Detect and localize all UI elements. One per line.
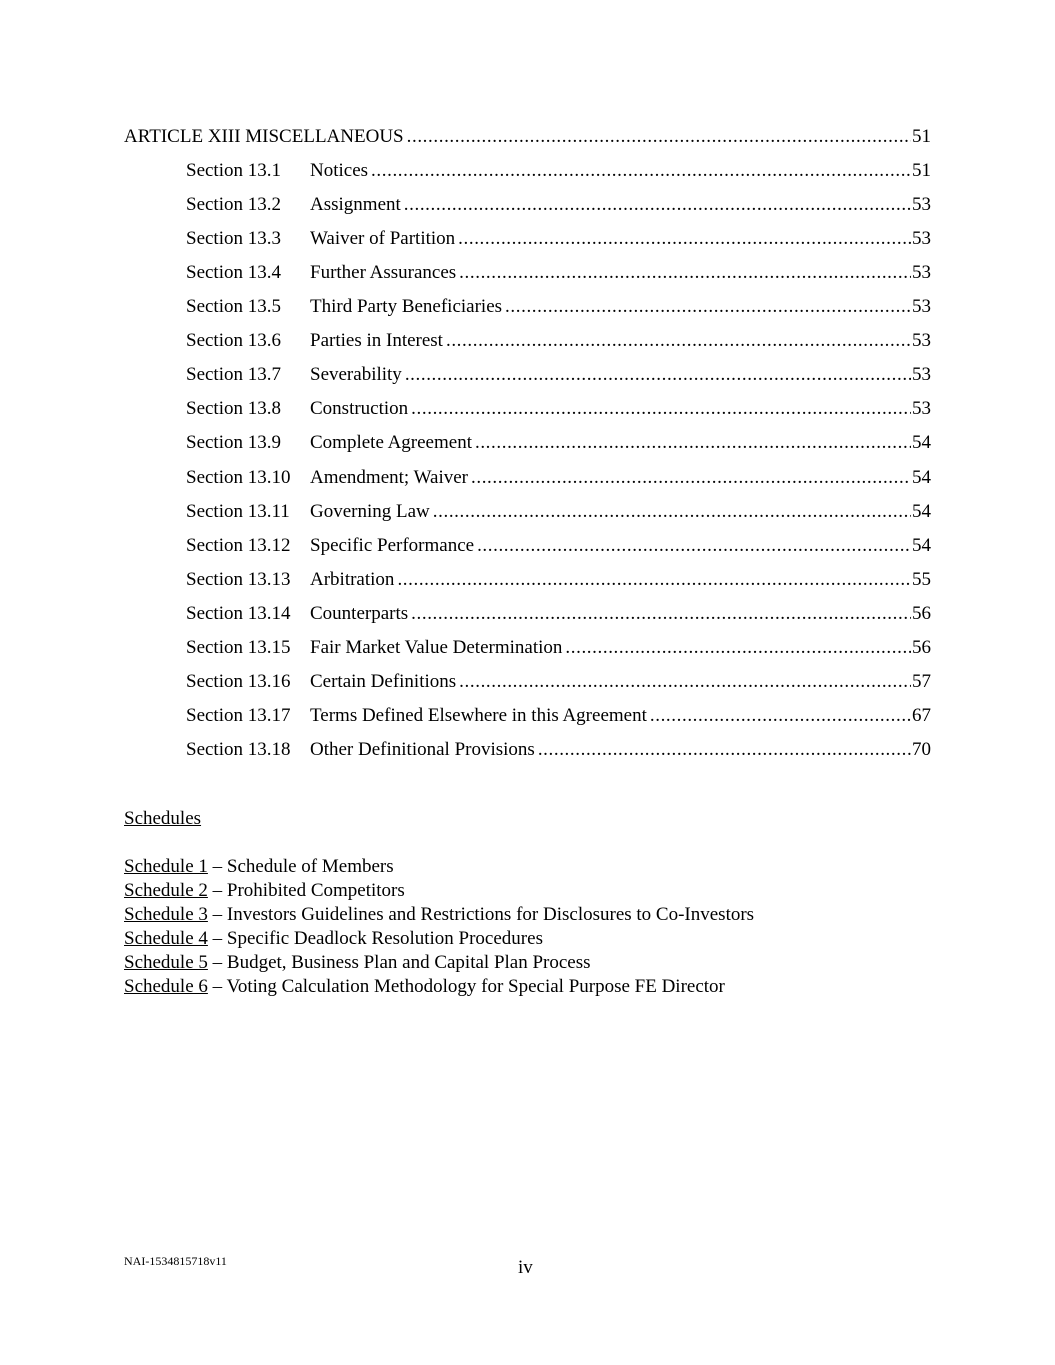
schedule-description: – Budget, Business Plan and Capital Plan Process: [207, 952, 591, 973]
toc-section-title: Complete Agreement: [310, 432, 472, 453]
toc-section-number: Section 13.14: [186, 603, 291, 624]
toc-section-number: Section 13.17: [186, 705, 291, 726]
toc-section-title: Parties in Interest: [310, 330, 443, 351]
toc-leader: [471, 465, 911, 491]
toc-leader: [405, 362, 911, 388]
schedule-link[interactable]: Schedule 5: [124, 952, 208, 973]
toc-section-title: Terms Defined Elsewhere in this Agreement: [310, 705, 647, 726]
toc-page-number: 53: [912, 296, 931, 317]
toc-section-title: Counterparts: [310, 603, 409, 624]
toc-section-row[interactable]: [186, 567, 931, 593]
toc-section-row[interactable]: [186, 669, 931, 695]
toc-leader: [397, 567, 911, 593]
toc-page-number: 53: [912, 262, 931, 283]
toc-leader: [446, 328, 911, 354]
toc-page-number: 54: [912, 432, 931, 453]
toc-section-row[interactable]: [186, 328, 931, 354]
toc-leader: [477, 533, 911, 559]
toc-section-row[interactable]: [186, 430, 931, 456]
schedule-item: [124, 975, 725, 999]
schedule-description: – Prohibited Competitors: [207, 880, 405, 901]
toc-page-number: 70: [912, 739, 931, 760]
schedule-link[interactable]: Schedule 1: [124, 856, 208, 877]
toc-section-title: Notices: [310, 160, 369, 181]
toc-section-row[interactable]: [186, 260, 931, 286]
toc-section-row[interactable]: [186, 737, 931, 763]
toc-section-title: Specific Performance: [310, 535, 475, 556]
toc-page-number: 54: [912, 535, 931, 556]
schedule-description: – Investors Guidelines and Restrictions for Disclosures to Co-Investors: [207, 904, 755, 925]
toc-section-number: Section 13.9: [186, 432, 281, 453]
schedules-heading: Schedules: [124, 808, 202, 829]
toc-article-row[interactable]: [124, 124, 931, 150]
schedule-description: – Schedule of Members: [207, 856, 394, 877]
toc-section-title: Assignment: [310, 194, 401, 215]
toc-page-number: 56: [912, 603, 931, 624]
toc-page-number: 55: [912, 569, 931, 590]
toc-section-number: Section 13.13: [186, 569, 291, 590]
toc-section-row[interactable]: [186, 396, 931, 422]
toc-leader: [538, 737, 911, 763]
toc-leader: [650, 703, 911, 729]
toc-section-title: Waiver of Partition: [310, 228, 456, 249]
toc-leader: [475, 430, 911, 456]
toc-section-row[interactable]: [186, 158, 931, 184]
toc-section-title: Governing Law: [310, 501, 430, 522]
toc-section-number: Section 13.6: [186, 330, 281, 351]
schedule-link[interactable]: Schedule 3: [124, 904, 208, 925]
toc-section-row[interactable]: [186, 635, 931, 661]
toc-section-row[interactable]: [186, 294, 931, 320]
schedule-item: [124, 879, 405, 903]
toc-page-number: 53: [912, 330, 931, 351]
schedule-description: – Voting Calculation Methodology for Special Purpose FE Director: [207, 976, 725, 997]
toc-section-number: Section 13.16: [186, 671, 291, 692]
toc-section-row[interactable]: [186, 499, 931, 525]
toc-page-number: 53: [912, 228, 931, 249]
toc-section-number: Section 13.8: [186, 398, 281, 419]
toc-page-number: 54: [912, 467, 931, 488]
schedule-item: [124, 855, 394, 879]
toc-leader: [458, 226, 911, 252]
toc-section-number: Section 13.1: [186, 160, 281, 181]
toc-page-number: 51: [912, 126, 931, 147]
toc-section-number: Section 13.7: [186, 364, 281, 385]
schedule-description: – Specific Deadlock Resolution Procedures: [207, 928, 543, 949]
document-id: NAI-1534815718v11: [124, 1254, 227, 1268]
toc-page-number: 67: [912, 705, 931, 726]
toc-section-row[interactable]: [186, 465, 931, 491]
toc-section-number: Section 13.12: [186, 535, 291, 556]
toc-page-number: 53: [912, 398, 931, 419]
toc-leader: [433, 499, 911, 525]
toc-section-title: Arbitration: [310, 569, 395, 590]
toc-section-row[interactable]: [186, 703, 931, 729]
toc-page-number: 51: [912, 160, 931, 181]
schedule-item: [124, 927, 543, 951]
toc-leader: [371, 158, 911, 184]
page-number: iv: [518, 1257, 533, 1278]
toc-section-title: Certain Definitions: [310, 671, 457, 692]
toc-section-title: Further Assurances: [310, 262, 457, 283]
toc-page-number: 57: [912, 671, 931, 692]
toc-section-title: Severability: [310, 364, 402, 385]
toc-section-number: Section 13.11: [186, 501, 290, 522]
toc-leader: [459, 669, 911, 695]
schedule-item: [124, 903, 754, 927]
toc-section-title: Third Party Beneficiaries: [310, 296, 503, 317]
toc-section-row[interactable]: [186, 533, 931, 559]
toc-leader: [411, 601, 911, 627]
toc-leader: [565, 635, 911, 661]
schedule-link[interactable]: Schedule 4: [124, 928, 208, 949]
toc-section-title: Construction: [310, 398, 409, 419]
toc-article-title: ARTICLE XIII MISCELLANEOUS: [124, 126, 404, 147]
toc-leader: [404, 192, 911, 218]
toc-section-number: Section 13.18: [186, 739, 291, 760]
schedule-link[interactable]: Schedule 6: [124, 976, 208, 997]
toc-leader: [407, 124, 911, 150]
toc-section-number: Section 13.3: [186, 228, 281, 249]
toc-page-number: 56: [912, 637, 931, 658]
toc-section-row[interactable]: [186, 601, 931, 627]
toc-page-number: 53: [912, 194, 931, 215]
toc-page-number: 53: [912, 364, 931, 385]
toc-section-number: Section 13.2: [186, 194, 281, 215]
toc-section-title: Other Definitional Provisions: [310, 739, 535, 760]
toc-page-number: 54: [912, 501, 931, 522]
schedule-item: [124, 951, 591, 975]
schedule-link[interactable]: Schedule 2: [124, 880, 208, 901]
toc-leader: [505, 294, 911, 320]
toc-leader: [459, 260, 911, 286]
toc-leader: [411, 396, 911, 422]
toc-section-row[interactable]: [186, 192, 931, 218]
toc-section-number: Section 13.15: [186, 637, 291, 658]
toc-section-title: Amendment; Waiver: [310, 467, 468, 488]
toc-section-row[interactable]: [186, 226, 931, 252]
toc-section-title: Fair Market Value Determination: [310, 637, 563, 658]
toc-section-number: Section 13.10: [186, 467, 291, 488]
toc-section-number: Section 13.4: [186, 262, 281, 283]
toc-section-number: Section 13.5: [186, 296, 281, 317]
toc-section-row[interactable]: [186, 362, 931, 388]
